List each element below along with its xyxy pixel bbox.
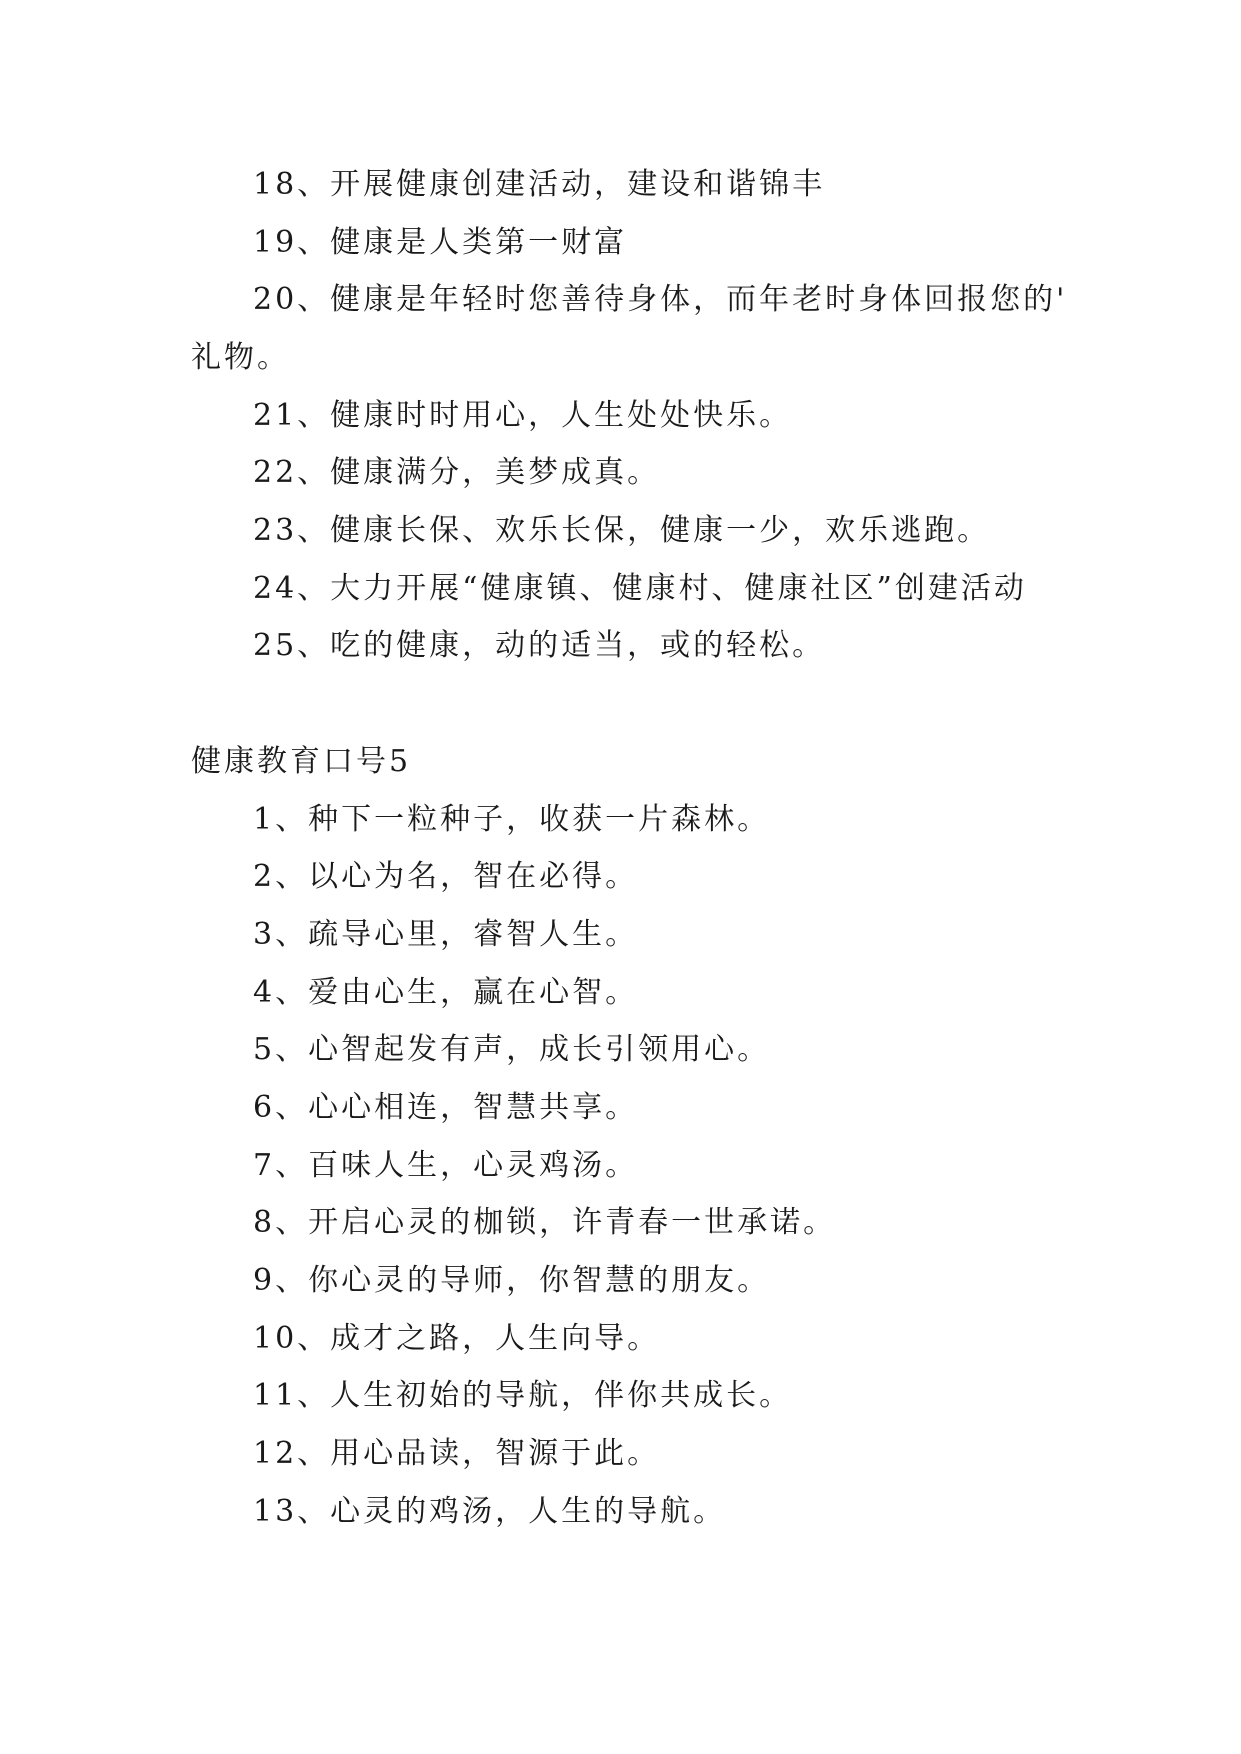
slogan-item-20: 20、健康是年轻时您善待身体，而年老时身体回报您的'	[253, 282, 1068, 317]
slogan-item-7: 7、百味人生，心灵鸡汤。	[253, 1148, 639, 1183]
slogan-item-8: 8、开启心灵的枷锁，许青春一世承诺。	[253, 1205, 837, 1240]
slogan-item-25: 25、吃的健康，动的适当，或的轻松。	[253, 628, 826, 663]
slogan-item-21: 21、健康时时用心，人生处处快乐。	[253, 398, 793, 433]
slogan-item-11: 11、人生初始的导航，伴你共成长。	[253, 1378, 793, 1413]
section-heading: 健康教育口号5	[191, 744, 412, 779]
slogan-item-3: 3、疏导心里，睿智人生。	[253, 917, 639, 952]
slogan-item-12: 12、用心品读，智源于此。	[253, 1436, 661, 1471]
slogan-item-10: 10、成才之路，人生向导。	[253, 1321, 661, 1356]
slogan-item-2: 2、以心为名，智在必得。	[253, 859, 639, 894]
slogan-item-24: 24、大力开展“健康镇、健康村、健康社区”创建活动	[253, 571, 1027, 606]
slogan-item-22: 22、健康满分，美梦成真。	[253, 455, 661, 490]
slogan-item-20-continued: 礼物。	[191, 340, 290, 375]
slogan-item-23: 23、健康长保、欢乐长保，健康一少，欢乐逃跑。	[253, 513, 991, 548]
slogan-item-4: 4、爱由心生，赢在心智。	[253, 975, 639, 1010]
slogan-item-19: 19、健康是人类第一财富	[253, 225, 628, 260]
slogan-item-9: 9、你心灵的导师，你智慧的朋友。	[253, 1263, 771, 1298]
slogan-item-13: 13、心灵的鸡汤，人生的导航。	[253, 1494, 727, 1529]
slogan-item-1: 1、种下一粒种子，收获一片森林。	[253, 802, 771, 837]
slogan-item-6: 6、心心相连，智慧共享。	[253, 1090, 639, 1125]
slogan-item-5: 5、心智起发有声，成长引领用心。	[253, 1032, 771, 1067]
slogan-item-18: 18、开展健康创建活动，建设和谐锦丰	[253, 167, 826, 202]
